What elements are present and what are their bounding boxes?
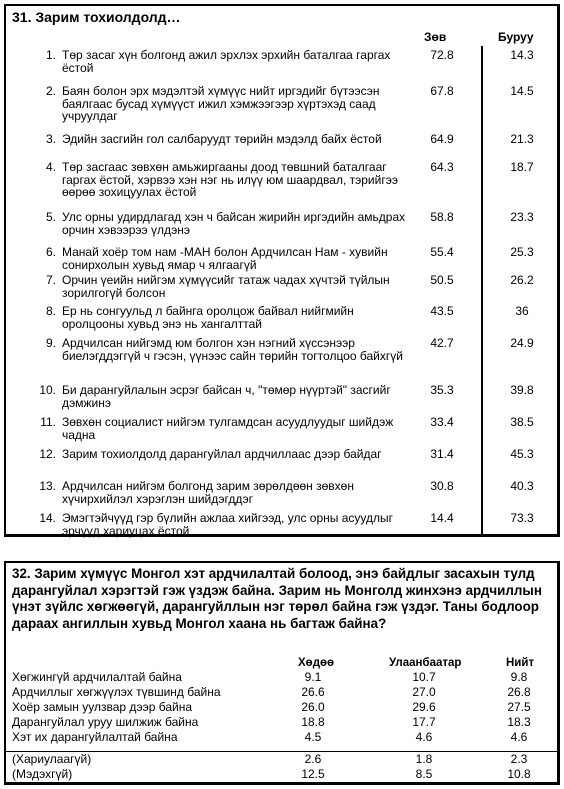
cell-value: 2.3 [510,752,528,766]
cell-value: 26.0 [301,700,325,714]
agree-value: 42.7 [430,336,454,350]
agree-value: 35.3 [430,383,454,397]
question-32-panel [4,561,560,785]
row-label: (Хариулаагүй) [12,752,92,766]
statement-number: 14. [39,511,56,525]
cell-value: 29.6 [412,700,436,714]
disagree-value: 36 [515,304,529,318]
cell-value: 27.0 [412,685,436,699]
table-row [6,685,556,700]
statement-number: 12. [39,447,56,461]
cell-value: 2.6 [304,752,322,766]
disagree-value: 39.8 [510,383,534,397]
column-header-ulaanbaatar: Улаанбаатар [389,657,462,669]
statement-text: Орчин үеийн нийгэм хүмүүсийг татаж чадах хүчтэй түйлын зорилгогүй болсон [62,273,390,300]
statement-text: Эдийн засгийн гол салбаруудт төрийн мэдэлд байх ёстой [62,132,382,146]
statement-text: Зарим тохиолдолд дарангуйлал ардчиллаас дээр байдаг [62,447,382,461]
agree-value: 43.5 [430,304,454,318]
statement-number: 8. [45,304,56,318]
cell-value: 4.6 [415,730,433,744]
statement-number: 5. [45,210,56,224]
agree-value: 58.8 [430,210,454,224]
cell-value: 12.5 [301,767,325,781]
column-header-agree: Зөв [424,30,447,44]
row-label: Ардчиллыг хөгжүүлэх түвшинд байна [12,685,221,699]
disagree-value: 18.7 [510,160,534,174]
statement-number: 11. [40,415,56,429]
disagree-value: 26.2 [510,273,534,287]
column-header-rural: Хөдөө [298,657,335,669]
statement-text: Ардчилсан нийгэмд юм болгон хэн нэгний хүссэнээр биелэгддэггүй ч гэсэн, үүнээс сайн төрийн тогтолцоо байхгүй [62,336,403,363]
statement-number: 13. [39,479,56,493]
row-label: Хоёр замын уулзвар дээр байна [12,700,193,714]
cell-value: 10.7 [412,670,436,684]
disagree-value: 40.3 [510,479,534,493]
question-31-title: 31. Зарим тохиолдолд… [12,9,181,25]
cell-value: 18.3 [507,715,531,729]
cell-value: 9.8 [510,670,528,684]
agree-value: 72.8 [430,48,454,62]
table-row [6,767,556,782]
disagree-value: 23.3 [510,210,534,224]
table-row [6,730,556,745]
disagree-value: 21.3 [510,132,534,146]
disagree-value: 14.5 [510,84,534,98]
row-label: Хөгжингүй ардчилалтай байна [12,670,182,684]
agree-value: 14.4 [430,511,454,525]
statement-text: Ер нь сонгуульд л байнга оролцож байвал нийгмийн оролцооны хувьд энэ нь хангалттай [62,304,354,331]
agree-value: 55.4 [430,245,454,259]
table-row [6,715,556,730]
statement-number: 9. [45,336,56,350]
disagree-value: 14.3 [510,48,534,62]
statement-text: Манай хоёр том нам -МАН болон Ардчилсан Нам - хувийн сонирхолын хувьд ямар ч ялгаагүй [62,245,388,272]
question-31-panel [4,4,560,537]
column-header-disagree: Буруу [498,30,534,44]
cell-value: 8.5 [415,767,433,781]
agree-value: 30.8 [430,479,454,493]
statement-number: 4. [45,160,56,174]
cell-value: 18.8 [301,715,325,729]
cell-value: 26.6 [301,685,325,699]
statement-text: Төр засгаас зөвхөн амьжиргааны доод төвшний баталгааг гаргах ёстой, хэрвээ хэн нэг нь илүү юм шаардвал, тэрийгээ өөрөө зохицуулах ёстой [62,160,398,199]
statement-number: 2. [45,84,56,98]
statement-text: Улс орны удирдлагад хэн ч байсан жирийн иргэдийн амьдрах орчин хэвээрээ үлдэнэ [62,210,406,237]
statement-text: Зөвхөн социалист нийгэм тулгамдсан асуудлуудыг шийдэж чадна [62,415,394,442]
table-row [6,700,556,715]
agree-value: 50.5 [430,273,454,287]
agree-value: 64.3 [430,160,454,174]
cell-value: 26.8 [507,685,531,699]
column-divider [481,46,483,534]
table-row [6,752,556,767]
row-label: (Мэдэхгүй) [12,767,73,781]
question-32-text: 32. Зарим хүмүүс Монгол хэт ардчилалтай болоод, энэ байдлыг засахын тулд дарангуйлал хэрэгтэй гэж үздэж байна. Зарим нь Монголд жинхэнэ ардчиллын үнэт зүйлс хөгжөөгүй, дарангуйллын нэг төрөл байна гэж үздэг. Таны бодлоор дараах ангиллын хувьд Монгол хаана нь багтаж байна? [12,566,542,631]
statement-number: 10. [39,383,56,397]
disagree-value: 73.3 [510,511,534,525]
table-row [6,670,556,685]
statement-text: Би дарангуйлалын эсрэг байсан ч, "төмөр нүүртэй" засгийг дэмжинэ [62,383,391,410]
statement-number: 3. [45,132,56,146]
agree-value: 31.4 [430,447,454,461]
cell-value: 1.8 [415,752,433,766]
statement-text: Эмэгтэйчүүд гэр бүлийн ажлаа хийгээд, улс орны асуудлыг эрчүүд хариуцах ёстой [62,511,394,538]
disagree-value: 45.3 [510,447,534,461]
statement-number: 1. [45,48,56,62]
agree-value: 64.9 [430,132,454,146]
cell-value: 27.5 [507,700,531,714]
disagree-value: 25.3 [510,245,534,259]
cell-value: 17.7 [412,715,436,729]
disagree-value: 24.9 [510,336,534,350]
disagree-value: 38.5 [510,415,534,429]
cell-value: 4.5 [304,730,322,744]
row-label: Хэт их дарангуйлалтай байна [12,730,178,744]
statement-text: Баян болон эрх мэдэлтэй хүмүүс нийт иргэдийг бүтээсэн баялгаас бусад хүмүүст ижил хэмжээгээр хүртэхэд саад учруулдаг [62,84,380,123]
column-header-total: Нийт [506,657,535,669]
row-label: Дарангуйлал уруу шилжиж байна [12,715,199,729]
statement-number: 7. [45,273,56,287]
statement-text: Төр засаг хүн болгонд ажил эрхлэх эрхийн баталгаа гаргах ёстой [62,48,391,75]
agree-value: 67.8 [430,84,454,98]
agree-value: 33.4 [430,415,454,429]
statement-text: Ардчилсан нийгэм болгонд зарим зөрөлдөөн зөвхөн хүчирхийлэл хэрэглэн шийдэгддэг [62,479,354,506]
statement-number: 6. [45,245,56,259]
cell-value: 4.6 [510,730,528,744]
cell-value: 9.1 [304,670,322,684]
cell-value: 10.8 [507,767,531,781]
